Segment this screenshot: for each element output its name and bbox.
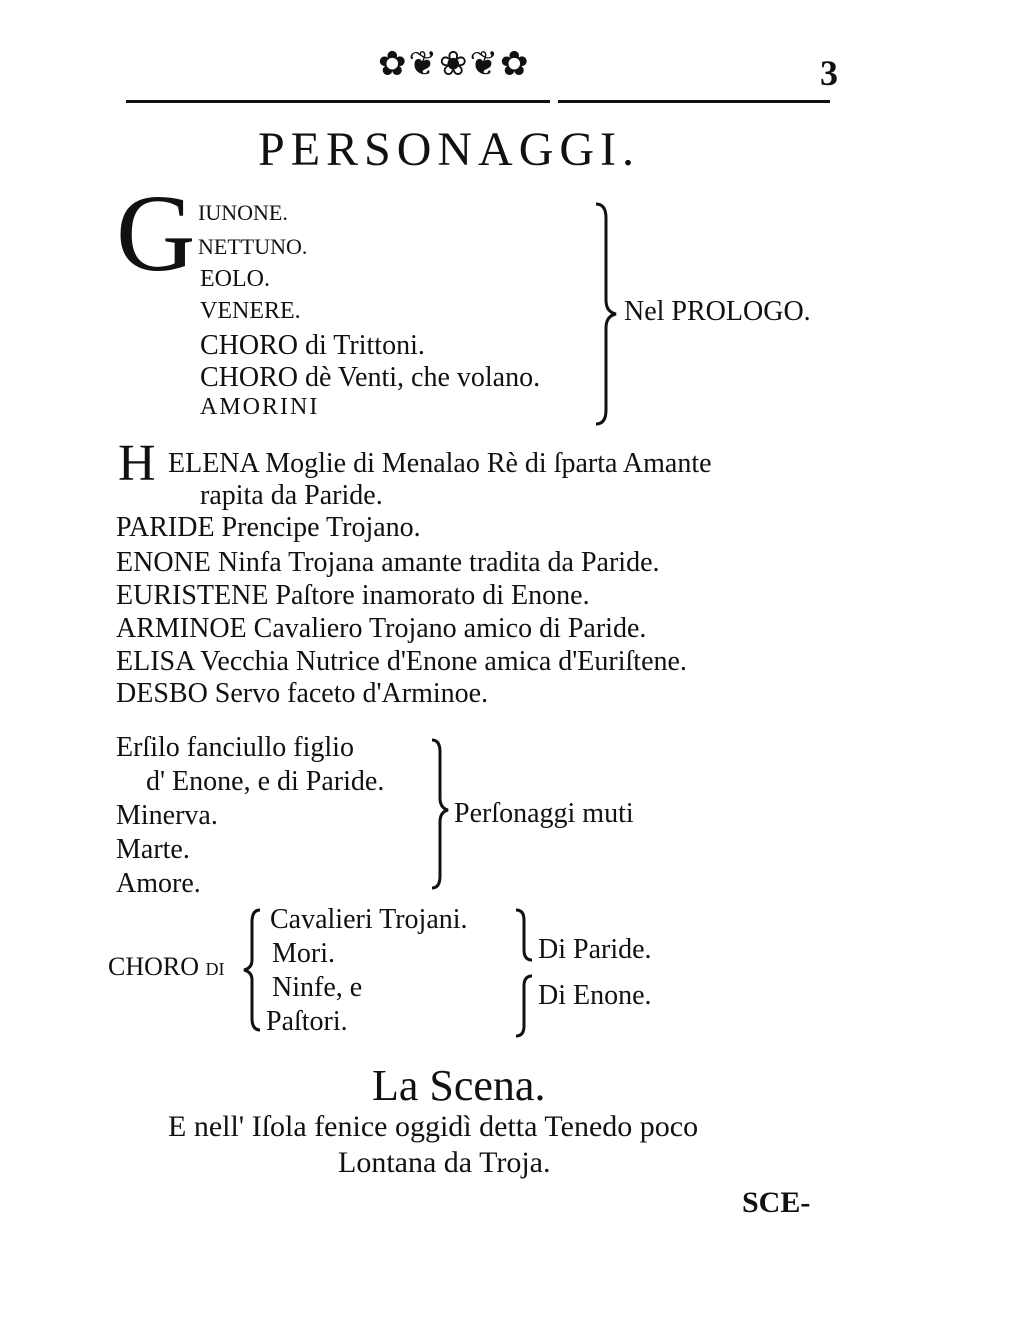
fleuron-ornament: ✿❦❀❦✿	[378, 46, 531, 83]
page-number: 3	[820, 53, 838, 93]
prologue-brace	[592, 200, 622, 430]
character-line: ENONE Ninfa Trojana amante tradita da Paride.	[116, 547, 660, 578]
prologue-name: NETTUNO.	[198, 234, 308, 259]
catchword: SCE-	[742, 1186, 811, 1219]
choro-brace	[240, 906, 266, 1036]
prologue-name: EOLO.	[200, 266, 270, 292]
prologue-name: IUNONE.	[198, 200, 288, 225]
header-rule-left	[126, 100, 550, 103]
prologue-name: CHORO dè Venti, che volano.	[200, 362, 541, 393]
character-line: DESBO Servo faceto d'Arminoe.	[116, 678, 489, 709]
mute-name: Amore.	[116, 868, 201, 899]
mute-brace	[428, 736, 454, 896]
character-line: PARIDE Prencipe Trojano.	[116, 512, 421, 543]
prologue-name: VENERE.	[200, 298, 301, 324]
choro-member: Paſtori.	[266, 1006, 348, 1037]
page-title: PERSONAGGI.	[258, 123, 641, 176]
prologue-name: CHORO di Trittoni.	[200, 330, 425, 361]
scene-heading: La Scena.	[372, 1061, 546, 1110]
choro-group: Di Enone.	[538, 980, 652, 1011]
header-rule-right	[558, 100, 830, 103]
mute-name: Marte.	[116, 834, 190, 865]
choro-member: Cavalieri Trojani.	[270, 904, 468, 935]
drop-cap-h: H	[118, 435, 156, 492]
choro-member: Ninfe, e	[272, 972, 363, 1003]
scene-text: Lontana da Troja.	[338, 1146, 551, 1179]
choro-group-brace-top	[512, 906, 534, 966]
prologue-label: Nel PROLOGO.	[624, 296, 811, 327]
mute-name: Minerva.	[116, 800, 218, 831]
character-line: EURISTENE Paſtore inamorato di Enone.	[116, 580, 590, 611]
prologue-name: AMORINI	[200, 394, 320, 420]
scene-text: E nell' Iſola fenice oggidì detta Tenedo poco	[168, 1110, 699, 1143]
choro-member: Mori.	[272, 938, 335, 969]
character-line: ARMINOE Cavaliero Trojano amico di Paride.	[116, 613, 647, 644]
mute-name: d' Enone, e di Paride.	[146, 766, 385, 797]
choro-group-brace-bottom	[512, 972, 534, 1042]
choro-group: Di Paride.	[538, 934, 652, 965]
drop-cap-g: G	[116, 172, 196, 294]
character-line: ELISA Vecchia Nutrice d'Enone amica d'Euriſtene.	[116, 646, 687, 677]
mute-label: Perſonaggi muti	[454, 798, 634, 829]
character-helena: ELENA Moglie di Menalao Rè di ſparta Amante	[168, 448, 712, 479]
choro-label: CHORO di	[108, 952, 225, 981]
mute-name: Erſilo fanciullo figlio	[116, 732, 354, 763]
character-helena-cont: rapita da Paride.	[200, 480, 383, 511]
